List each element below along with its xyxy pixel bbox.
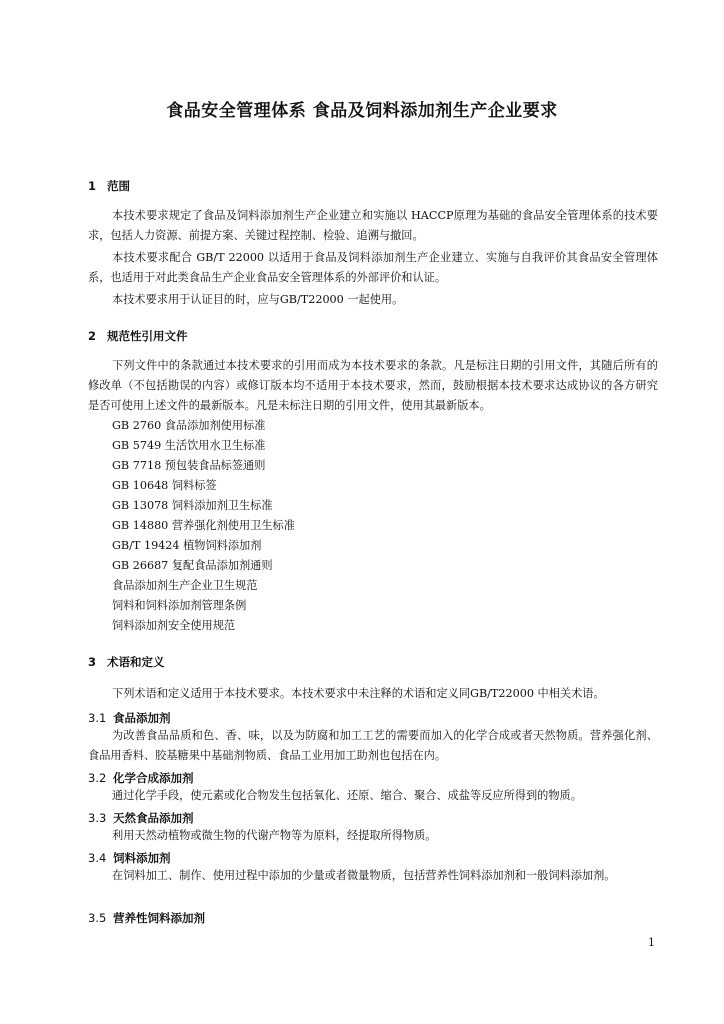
reference-item: GB 14880 营养强化剂使用卫生标准 [112,519,295,532]
paragraph: 本技术要求用于认证目的时，应与GB/T22000 一起使用。 [112,293,404,306]
term-name: 天然食品添加剂 [113,811,194,825]
reference-item: GB 13078 饲料添加剂卫生标准 [112,499,273,512]
paragraph: 下列术语和定义适用于本技术要求。本技术要求中未注释的术语和定义同GB/T22000 中相关术语。 [112,687,605,700]
term-definition: 为改善食品品质和色、香、味，以及为防腐和加工工艺的需要而加入的化学合成或者天然物质。营养强化剂、食品用香料、胶基糖果中基础剂物质、食品工业用加工助剂也包括在内。 [88,729,658,762]
reference-item: GB 10648 饲料标签 [112,479,217,492]
term-heading [88,810,194,826]
page-number: 1 [648,936,655,949]
term-heading [88,850,171,866]
section-3-heading [88,654,165,670]
term-heading [88,910,205,926]
reference-item: GB 2760 食品添加剂使用标准 [112,419,266,432]
section-number: 3 [88,655,97,669]
section-title: 范围 [107,179,130,193]
section-title: 术语和定义 [107,655,165,669]
document-title: 食品安全管理体系 食品及饲料添加剂生产企业要求 [166,101,558,121]
reference-item: 饲料添加剂安全使用规范 [112,619,236,632]
term-name: 食品添加剂 [113,711,171,725]
term-number: 3.3 [88,811,107,825]
term-number: 3.1 [88,711,107,725]
term-definition: 通过化学手段，使元素或化合物发生包括氧化、还原、缩合、聚合、成盐等反应所得到的物质。 [112,789,582,802]
reference-item: GB/T 19424 植物饲料添加剂 [112,539,262,552]
term-definition: 在饲料加工、制作、使用过程中添加的少量或者微量物质，包括营养性饲料添加剂和一般饲料添加剂。 [112,869,616,882]
term-name: 饲料添加剂 [113,851,171,865]
term-definition: 利用天然动植物或微生物的代谢产物等为原料，经提取所得物质。 [112,829,437,842]
section-number: 1 [88,179,97,193]
section-number: 2 [88,329,97,343]
term-name: 营养性饲料添加剂 [113,911,205,925]
reference-item: GB 7718 预包装食品标签通则 [112,459,266,472]
section-1-heading [88,178,130,194]
term-number: 3.5 [88,911,107,925]
term-number: 3.2 [88,771,107,785]
section-2-heading [88,328,188,344]
reference-item: GB 26687 复配食品添加剂通则 [112,559,273,572]
reference-item: 饲料和饲料添加剂管理条例 [112,599,247,612]
paragraph: 本技术要求配合 GB/T 22000 以适用于食品及饲料添加剂生产企业建立、实施与自我评价其食品安全管理体系，也适用于对此类食品生产企业食品安全管理体系的外部评价和认证。 [88,251,658,284]
reference-item: GB 5749 生活饮用水卫生标准 [112,439,266,452]
paragraph: 下列文件中的条款通过本技术要求的引用而成为本技术要求的条款。凡是标注日期的引用文件，其随后所有的修改单（不包括勘误的内容）或修订版本均不适用于本技术要求，然而，鼓励根据本技术要求达成协议的各方研究是否可使用上述文件的最新版本。凡是未标注日期的引用文件，使用其最新版本。 [88,359,658,412]
reference-item: 食品添加剂生产企业卫生规范 [112,579,258,592]
section-title: 规范性引用文件 [107,329,188,343]
term-heading [88,710,171,726]
term-number: 3.4 [88,851,107,865]
term-heading [88,770,194,786]
paragraph: 本技术要求规定了食品及饲料添加剂生产企业建立和实施以 HACCP原理为基础的食品安全管理体系的技术要求，包括人力资源、前提方案、关键过程控制、检验、追溯与撤回。 [88,209,658,242]
term-name: 化学合成添加剂 [113,771,194,785]
